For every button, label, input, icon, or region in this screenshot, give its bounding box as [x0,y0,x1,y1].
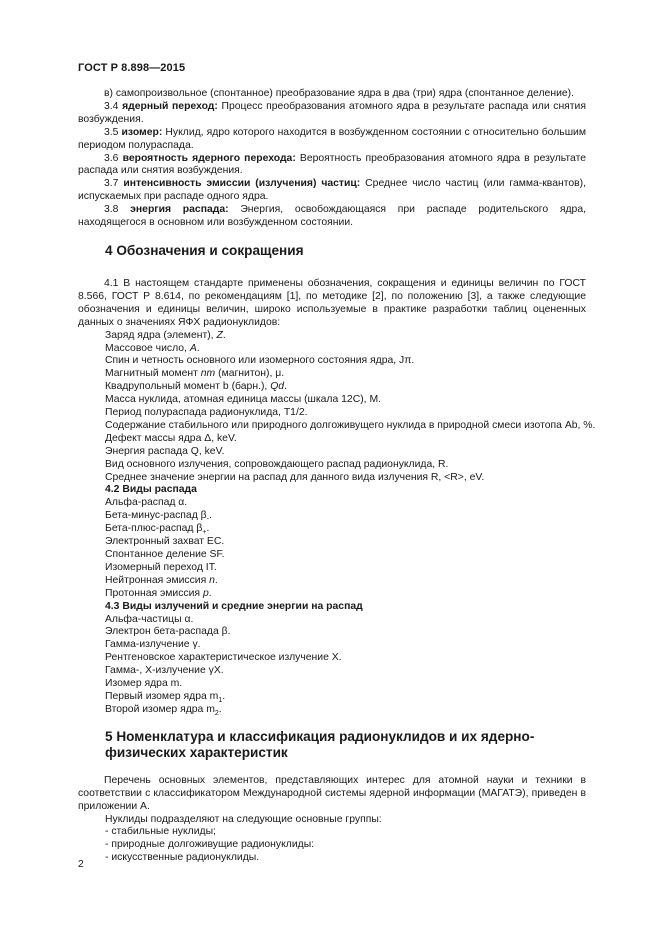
list-item: Вид основного излучения, сопровождающего распад радионуклида, R. [105,458,449,470]
paragraph-5-1: Перечень основных элементов, представляющих интерес для атомной науки и техники в соответствии с классификатором Международной системы ядерной информации (МАГАТЭ), приведен в приложении А. [78,774,586,812]
paragraph-3-4 [78,101,586,127]
term: интенсивность эмиссии (излучения) частиц: [123,178,361,190]
list-item: Первый изомер ядра $m_1$. [105,690,226,705]
list-item: Нейтронная эмиссия n. [105,574,218,586]
definition: Нуклид, ядро которого находится в возбужденном состоянии с относительно большим периодом полураспада. [78,126,586,151]
list-item: Энергия распада Q, keV. [105,445,225,457]
list-item: Масса нуклида, атомная единица массы (шкала 12С), М. [105,394,381,406]
list-item: - искусственные радионуклиды. [105,852,260,864]
clause-number: 3.7 [104,178,119,190]
list-item: Электронный захват ЕС. [105,536,225,548]
term: энергия распада: [130,204,229,216]
definition: Среднее число частиц (или гамма-квантов), испускаемых при распаде одного ядра. [78,178,587,203]
paragraph-3-7 [78,178,586,204]
definition: Вероятность преобразования атомного ядра в результате распада или снятия возбуждения. [78,152,587,177]
list-item: Изомерный переход IT. [105,561,217,573]
list-item: Гамма-излучение γ. [105,639,201,651]
section-5-heading: 5 Номенклатура и классификация радионуклидов и их ядерно-физических характеристик [105,728,535,760]
clause-number: 3.8 [104,204,119,216]
clause-number: 3.4 [104,100,119,112]
list-item: Спонтанное деление SF. [105,549,225,560]
list-item: Спин и четность основного или изомерного состояния ядра, Jπ. [105,355,415,367]
list-item: Альфа-распад α. [105,497,188,509]
term: ядерный переход: [122,100,218,112]
list-item: Нуклиды подразделяют на следующие основные группы: [105,813,382,825]
list-item: Дефект массы ядра Δ, keV. [105,432,237,444]
list-item: Протонная эмиссия р. [105,587,212,599]
subsection-4-2-heading: 4.2 Виды распада [105,484,197,496]
list-item: Период полураспада радионуклида, Т1/2. [105,407,308,419]
page-content [78,88,596,865]
list-item: - природные долгоживущие радионуклиды: [105,839,315,851]
list-item: Квадрупольный момент b (барн.), Qd. [105,381,287,393]
list-item: Гамма-, X-излучение γX. [105,665,224,677]
list-item: Рентгеновское характеристическое излучение X. [105,652,342,664]
list-item: Массовое число, А. [105,342,200,354]
section-4-heading: 4 Обозначения и сокращения [105,242,304,258]
document-header: ГОСТ Р 8.898—2015 [78,62,186,74]
clause-number: 3.5 [104,126,119,138]
clause-number: 3.6 [104,152,119,164]
paragraph-3-5 [78,127,586,153]
list-item: Магнитный момент nm (магнитон), μ. [105,368,285,380]
definition: Энергия, освобождающаяся при распаде родительского ядра, находящегося в основном или возбужденном состоянии. [78,204,586,229]
page-number: 2 [78,859,84,870]
paragraph-4-1: 4.1 В настоящем стандарте применены обозначения, сокращения и единицы величин по ГОСТ 8.566, ГОСТ Р 8.614, по рекомендациям [1], по методике [2], по положению [3], а также следующие обозначения и единицы величин, широко используемые в практике разработки таблиц оцененных данных о значениях ЯФХ радионуклидов: [78,277,586,328]
subsection-4-3-heading: 4.3 Виды излучений и средние энергии на распад [105,600,363,612]
list-item: Бета-минус-распад $\beta_-$. [105,510,212,524]
list-item: Изомер ядра m. [105,678,183,690]
list-item: Среднее значение энергии на распад для данного вида излучения R, <R>, eV. [105,471,485,483]
list-item: Электрон бета-распада β. [105,626,231,638]
list-item: Содержание стабильного или природного долгоживущего нуклида в природной смеси изотопа Ab, %. [105,419,596,431]
list-item: Второй изомер ядра $m_2$. [105,703,222,717]
list-item: Бета-плюс-распад $\beta_+$. [105,523,210,537]
term: изомер: [121,126,163,138]
paragraph-3-6 [78,153,586,179]
paragraph-3-8 [78,204,586,230]
list-item: Заряд ядра (элемент), Z. [105,329,226,341]
term: вероятность ядерного перехода: [122,152,296,164]
definition: Процесс преобразования атомного ядра в результате распада или снятия возбуждения. [78,100,586,125]
paragraph-3-3-v: в) самопроизвольное (спонтанное) преобразование ядра в два (три) ядра (спонтанное деление). [104,88,575,99]
list-item: - стабильные нуклиды; [105,826,216,838]
list-item: Альфа-частицы α. [105,613,194,625]
